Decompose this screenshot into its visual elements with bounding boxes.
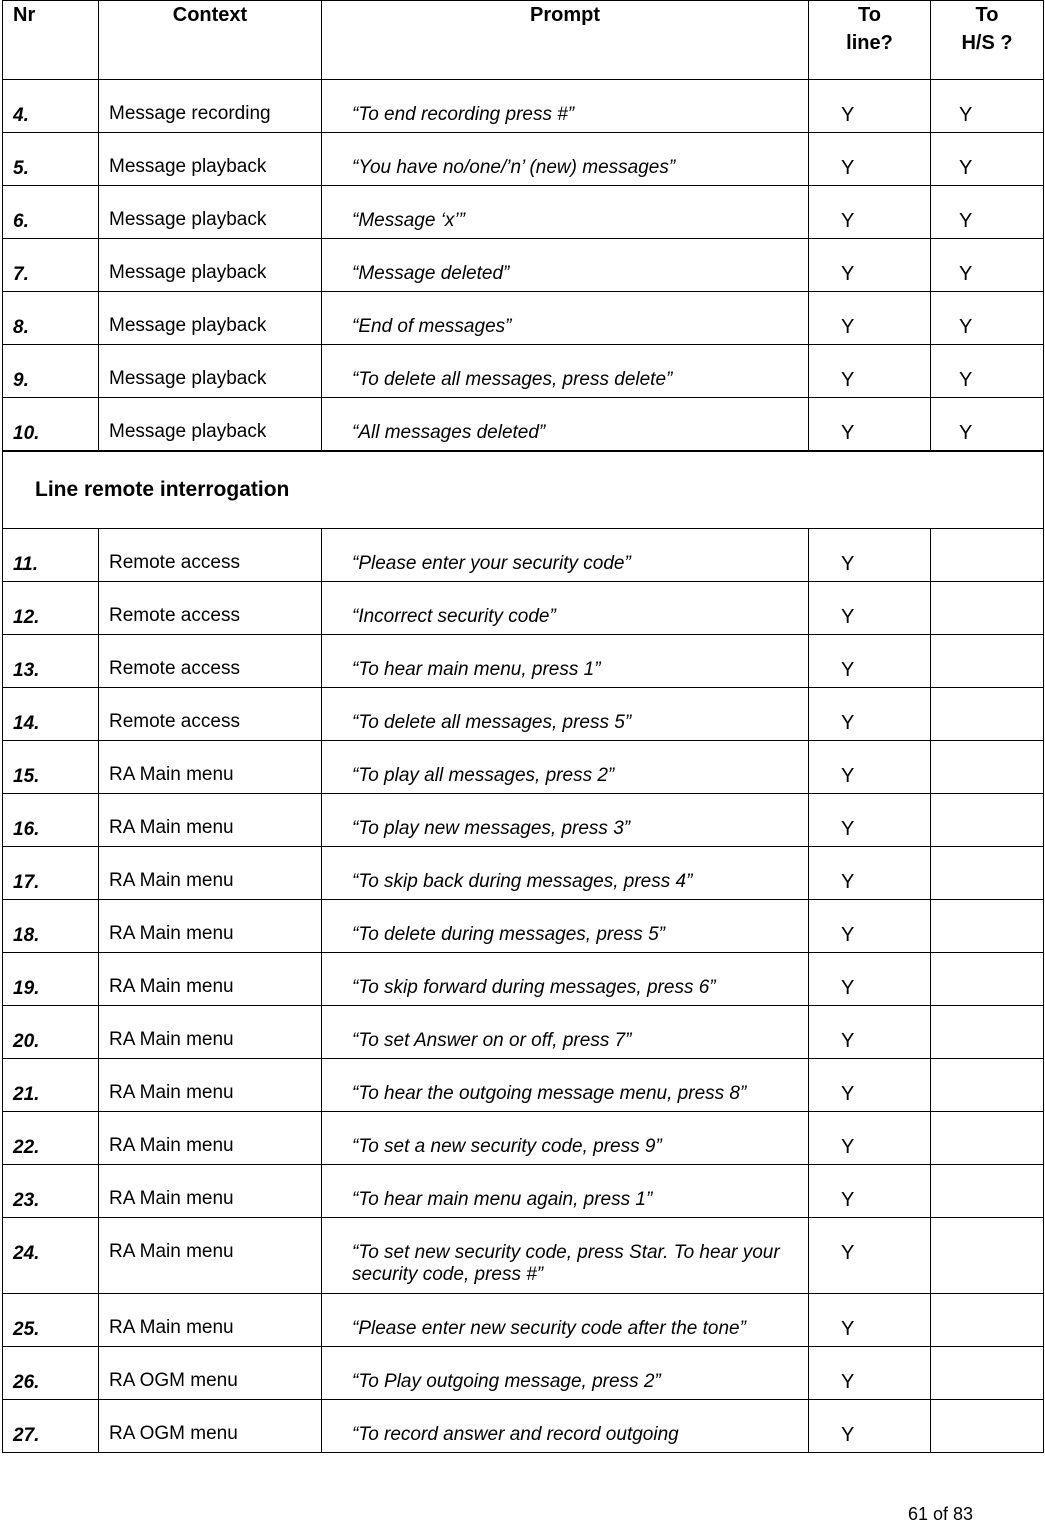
table-row xyxy=(3,1058,1044,1111)
header-to-hs-2: H/S ? xyxy=(961,32,1013,54)
row-number: 19. xyxy=(3,952,99,1005)
row-prompt: “To delete all messages, press 5” xyxy=(322,687,809,740)
row-to-line: Y xyxy=(809,345,931,398)
row-prompt: “To set a new security code, press 9” xyxy=(322,1111,809,1164)
row-context: RA Main menu xyxy=(99,1293,322,1346)
row-number: 4. xyxy=(3,80,99,133)
row-to-hs: Y xyxy=(931,133,1044,186)
row-to-hs xyxy=(931,1164,1044,1217)
row-context: Message playback xyxy=(99,398,322,451)
row-number: 9. xyxy=(3,345,99,398)
row-prompt: “To play new messages, press 3” xyxy=(322,793,809,846)
row-number: 18. xyxy=(3,899,99,952)
row-number: 14. xyxy=(3,687,99,740)
row-prompt: “To play all messages, press 2” xyxy=(322,740,809,793)
row-context: RA Main menu xyxy=(99,899,322,952)
row-to-line: Y xyxy=(809,634,931,687)
row-to-line: Y xyxy=(809,239,931,292)
row-prompt: “To hear the outgoing message menu, press 8” xyxy=(322,1058,809,1111)
row-to-hs xyxy=(931,1293,1044,1346)
row-to-line: Y xyxy=(809,186,931,239)
row-number: 21. xyxy=(3,1058,99,1111)
row-number: 20. xyxy=(3,1005,99,1058)
row-number: 12. xyxy=(3,581,99,634)
page-number: 61 of 83 xyxy=(908,1504,974,1524)
row-to-hs xyxy=(931,1346,1044,1399)
row-number: 17. xyxy=(3,846,99,899)
row-number: 5. xyxy=(3,133,99,186)
row-to-hs xyxy=(931,793,1044,846)
row-prompt: “To Play outgoing message, press 2” xyxy=(322,1346,809,1399)
row-prompt: “All messages deleted” xyxy=(322,398,809,451)
row-to-line: Y xyxy=(809,292,931,345)
section-row xyxy=(3,451,1044,529)
row-to-hs xyxy=(931,687,1044,740)
row-context: RA Main menu xyxy=(99,846,322,899)
row-to-line: Y xyxy=(809,1346,931,1399)
table-row xyxy=(3,1005,1044,1058)
row-to-hs xyxy=(931,1399,1044,1452)
row-to-line: Y xyxy=(809,1005,931,1058)
row-context: Remote access xyxy=(99,581,322,634)
table-row xyxy=(3,581,1044,634)
row-context: RA Main menu xyxy=(99,1217,322,1293)
row-context: RA Main menu xyxy=(99,952,322,1005)
row-to-hs xyxy=(931,1005,1044,1058)
row-context: RA Main menu xyxy=(99,740,322,793)
row-to-hs xyxy=(931,634,1044,687)
table-row xyxy=(3,1164,1044,1217)
header-row xyxy=(3,1,1044,80)
row-to-line: Y xyxy=(809,80,931,133)
row-prompt: “To delete all messages, press delete” xyxy=(322,345,809,398)
row-prompt: “To hear main menu, press 1” xyxy=(322,634,809,687)
row-number: 13. xyxy=(3,634,99,687)
row-prompt: “Please enter your security code” xyxy=(322,528,809,581)
row-to-line: Y xyxy=(809,952,931,1005)
table-row xyxy=(3,740,1044,793)
row-to-hs xyxy=(931,846,1044,899)
row-number: 26. xyxy=(3,1346,99,1399)
row-context: RA OGM menu xyxy=(99,1399,322,1452)
header-context: Context xyxy=(99,1,322,80)
row-to-line: Y xyxy=(809,1293,931,1346)
row-context: Message playback xyxy=(99,133,322,186)
row-to-hs xyxy=(931,740,1044,793)
section-title: Line remote interrogation xyxy=(3,451,1044,529)
row-number: 27. xyxy=(3,1399,99,1452)
row-context: Message playback xyxy=(99,239,322,292)
row-prompt: “End of messages” xyxy=(322,292,809,345)
row-context: RA Main menu xyxy=(99,1164,322,1217)
table-row xyxy=(3,846,1044,899)
table-body-playback xyxy=(3,80,1044,451)
row-to-line: Y xyxy=(809,1164,931,1217)
row-prompt: “To set new security code, press Star. To hear your security code, press #” xyxy=(322,1217,809,1293)
row-prompt: “To delete during messages, press 5” xyxy=(322,899,809,952)
row-number: 24. xyxy=(3,1217,99,1293)
row-prompt: “To set Answer on or off, press 7” xyxy=(322,1005,809,1058)
table-row xyxy=(3,1346,1044,1399)
row-to-hs: Y xyxy=(931,186,1044,239)
row-context: Message recording xyxy=(99,80,322,133)
header-nr: Nr xyxy=(3,1,99,80)
row-prompt: “To record answer and record outgoing xyxy=(322,1399,809,1452)
table-row xyxy=(3,186,1044,239)
row-to-hs xyxy=(931,899,1044,952)
row-prompt: “To skip back during messages, press 4” xyxy=(322,846,809,899)
row-context: Remote access xyxy=(99,528,322,581)
table-row xyxy=(3,1217,1044,1293)
table-body-remote xyxy=(3,528,1044,1452)
table-row xyxy=(3,345,1044,398)
row-prompt: “To skip forward during messages, press 6” xyxy=(322,952,809,1005)
row-number: 6. xyxy=(3,186,99,239)
table-row xyxy=(3,398,1044,451)
table-row xyxy=(3,80,1044,133)
row-to-line: Y xyxy=(809,581,931,634)
table-row xyxy=(3,687,1044,740)
row-to-line: Y xyxy=(809,846,931,899)
row-prompt: “Message ‘x’” xyxy=(322,186,809,239)
row-to-hs: Y xyxy=(931,292,1044,345)
row-prompt: “To end recording press #” xyxy=(322,80,809,133)
row-context: RA OGM menu xyxy=(99,1346,322,1399)
table-row xyxy=(3,634,1044,687)
row-number: 11. xyxy=(3,528,99,581)
table-row xyxy=(3,899,1044,952)
row-prompt: “To hear main menu again, press 1” xyxy=(322,1164,809,1217)
prompts-table xyxy=(2,0,1044,1453)
table-row xyxy=(3,292,1044,345)
row-to-line: Y xyxy=(809,528,931,581)
row-context: RA Main menu xyxy=(99,1058,322,1111)
row-prompt: “You have no/one/’n’ (new) messages” xyxy=(322,133,809,186)
row-number: 10. xyxy=(3,398,99,451)
row-to-hs xyxy=(931,1058,1044,1111)
header-prompt: Prompt xyxy=(322,1,809,80)
row-to-hs xyxy=(931,1111,1044,1164)
row-to-line: Y xyxy=(809,740,931,793)
row-context: RA Main menu xyxy=(99,793,322,846)
row-context: Message playback xyxy=(99,186,322,239)
row-context: Message playback xyxy=(99,292,322,345)
row-to-line: Y xyxy=(809,1058,931,1111)
row-number: 7. xyxy=(3,239,99,292)
header-to-line-2: line? xyxy=(846,32,893,54)
header-to-line-1: To xyxy=(858,4,881,26)
row-to-line: Y xyxy=(809,1217,931,1293)
row-prompt: “Message deleted” xyxy=(322,239,809,292)
row-to-line: Y xyxy=(809,899,931,952)
row-to-hs: Y xyxy=(931,345,1044,398)
header-to-hs xyxy=(931,1,1044,80)
row-number: 25. xyxy=(3,1293,99,1346)
row-to-hs xyxy=(931,952,1044,1005)
table-row xyxy=(3,793,1044,846)
row-prompt: “Incorrect security code” xyxy=(322,581,809,634)
row-number: 16. xyxy=(3,793,99,846)
row-context: Remote access xyxy=(99,634,322,687)
row-to-line: Y xyxy=(809,398,931,451)
row-number: 23. xyxy=(3,1164,99,1217)
table-row xyxy=(3,952,1044,1005)
row-to-line: Y xyxy=(809,1111,931,1164)
row-to-hs xyxy=(931,1217,1044,1293)
table-row xyxy=(3,1111,1044,1164)
table-row xyxy=(3,239,1044,292)
row-prompt: “Please enter new security code after the tone” xyxy=(322,1293,809,1346)
row-to-line: Y xyxy=(809,687,931,740)
row-to-line: Y xyxy=(809,793,931,846)
table-row xyxy=(3,133,1044,186)
row-number: 22. xyxy=(3,1111,99,1164)
header-to-hs-1: To xyxy=(975,4,999,26)
row-to-hs: Y xyxy=(931,398,1044,451)
header-to-line xyxy=(809,1,931,80)
row-to-line: Y xyxy=(809,133,931,186)
row-context: Message playback xyxy=(99,345,322,398)
row-context: RA Main menu xyxy=(99,1005,322,1058)
row-context: RA Main menu xyxy=(99,1111,322,1164)
row-to-hs: Y xyxy=(931,80,1044,133)
row-context: Remote access xyxy=(99,687,322,740)
row-to-line: Y xyxy=(809,1399,931,1452)
table-row xyxy=(3,528,1044,581)
row-number: 8. xyxy=(3,292,99,345)
table-row xyxy=(3,1399,1044,1452)
row-number: 15. xyxy=(3,740,99,793)
table-row xyxy=(3,1293,1044,1346)
row-to-hs xyxy=(931,528,1044,581)
row-to-hs xyxy=(931,581,1044,634)
row-to-hs: Y xyxy=(931,239,1044,292)
